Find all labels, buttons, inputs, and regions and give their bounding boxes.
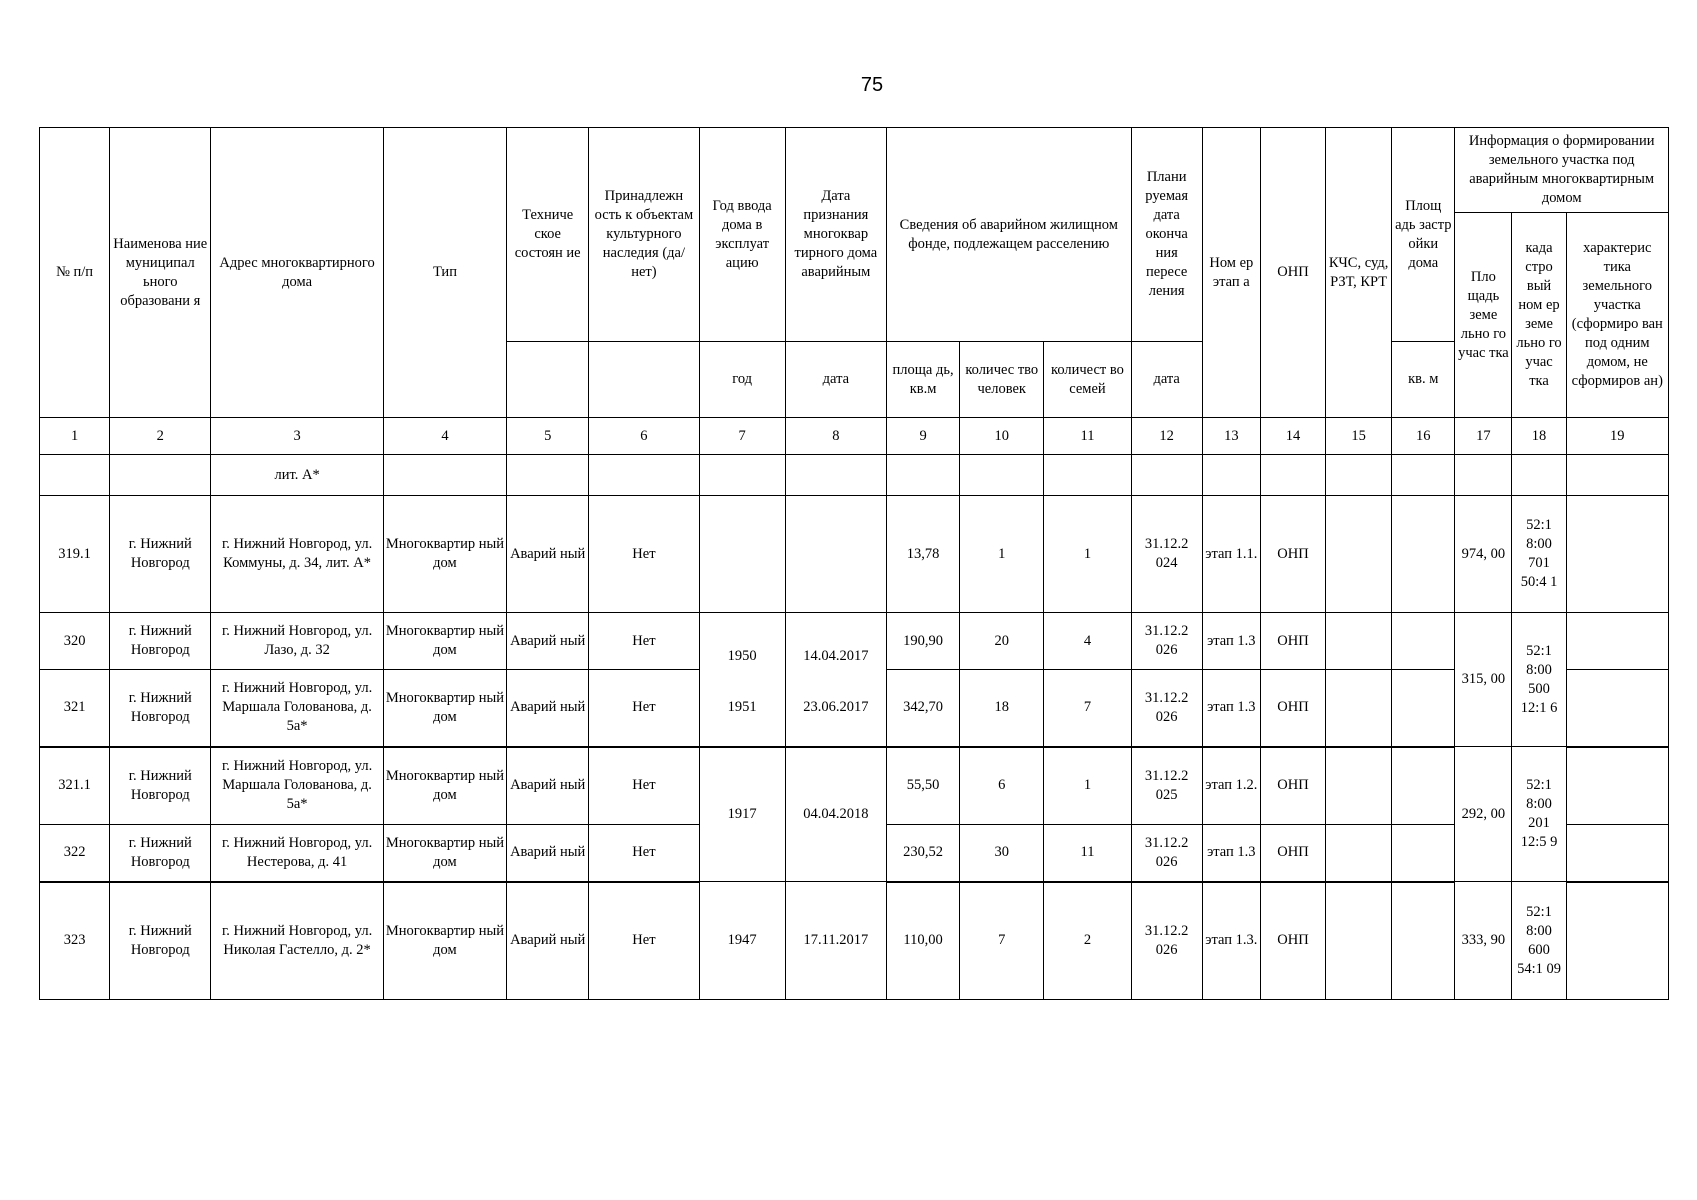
cell-onp: ОНП: [1260, 496, 1325, 613]
cell-area: 342,70: [886, 670, 959, 747]
subheader-year: год: [699, 342, 785, 418]
table-row-319-1: [40, 496, 1669, 613]
cell-families: 1: [1044, 747, 1131, 825]
cell-kchs: [1326, 825, 1392, 882]
cell-date-end: 31.12.2 024: [1131, 496, 1202, 613]
subheader-date-end: дата: [1131, 342, 1202, 418]
cell-state: Аварий ный: [507, 670, 589, 747]
cell-recognition-date: 17.11.2017: [785, 882, 886, 1000]
cell-cadastral: 52:1 8:00 201 12:5 9: [1512, 747, 1566, 882]
cell-onp: ОНП: [1260, 613, 1325, 670]
table-row-continuation: [40, 455, 1669, 496]
cell-municipality: г. Нижний Новгород: [110, 825, 211, 882]
subheader-build-area-unit: кв. м: [1392, 342, 1455, 418]
cell-heritage: Нет: [589, 670, 699, 747]
cell-state: Аварий ный: [507, 496, 589, 613]
cell-heritage: Нет: [589, 747, 699, 825]
cell-date-end: 31.12.2 025: [1131, 747, 1202, 825]
column-number: 3: [211, 418, 383, 455]
cell-build-area: [1392, 670, 1455, 747]
cell-families: 2: [1044, 882, 1131, 1000]
cell-type: Многоквартир ный дом: [383, 825, 506, 882]
cell-cadastral: 52:1 8:00 701 50:4 1: [1512, 496, 1566, 613]
cell-type: Многоквартир ный дом: [383, 747, 506, 825]
header-address: Адрес многоквартирного дома: [211, 128, 383, 418]
cell-type: Многоквартир ный дом: [383, 670, 506, 747]
cell-cadastral: 52:1 8:00 500 12:1 6: [1512, 613, 1566, 747]
cell-year: [699, 496, 785, 613]
page-number: 75: [860, 74, 884, 96]
cell-area: 110,00: [886, 882, 959, 1000]
cell-area: 13,78: [886, 496, 959, 613]
cell-onp: ОНП: [1260, 747, 1325, 825]
cell-kchs: [1326, 747, 1392, 825]
column-number: 17: [1455, 418, 1512, 455]
cell-recognition-date: 23.06.2017: [785, 670, 886, 747]
cell-people: 6: [960, 747, 1044, 825]
column-number: 2: [110, 418, 211, 455]
cell-municipality: г. Нижний Новгород: [110, 613, 211, 670]
cell-people: 30: [960, 825, 1044, 882]
header-recognition-date: Дата признания многоквар тирного дома аварийным: [785, 128, 886, 342]
cell-build-area: [1392, 882, 1455, 1000]
cell-recognition-date: 04.04.2018: [785, 747, 886, 882]
cell-year: 1917: [699, 747, 785, 882]
cell-onp: ОНП: [1260, 825, 1325, 882]
cell-build-area: [1392, 747, 1455, 825]
table-row-321-1: [40, 747, 1669, 825]
cell-year: 1951: [699, 670, 785, 747]
cell-municipality: г. Нижний Новгород: [110, 496, 211, 613]
cell-families: 4: [1044, 613, 1131, 670]
emergency-housing-table: [39, 127, 1669, 1000]
subheader-people: количес тво человек: [960, 342, 1044, 418]
cell-people: 1: [960, 496, 1044, 613]
cell-address: г. Нижний Новгород, ул. Николая Гастелло, д. 2*: [211, 882, 383, 1000]
header-empty: [589, 342, 699, 418]
cell-municipality: г. Нижний Новгород: [110, 670, 211, 747]
header-onp: ОНП: [1260, 128, 1325, 418]
cell-heritage: Нет: [589, 882, 699, 1000]
cell-area: 190,90: [886, 613, 959, 670]
cell-type: Многоквартир ный дом: [383, 882, 506, 1000]
column-number: 18: [1512, 418, 1566, 455]
cell-plot-area: 974, 00: [1455, 496, 1512, 613]
column-number: 5: [507, 418, 589, 455]
cell-plot-characteristic: [1566, 882, 1668, 1000]
cell-municipality: г. Нижний Новгород: [110, 747, 211, 825]
column-number: 8: [785, 418, 886, 455]
header-plot-characteristic: характерис тика земельного участка (сформиро ван под одним домом, не сформиров ан): [1566, 213, 1668, 418]
cell-heritage: Нет: [589, 496, 699, 613]
column-number: 6: [589, 418, 699, 455]
cell-people: 18: [960, 670, 1044, 747]
cell-address: лит. А*: [211, 455, 383, 496]
cell-stage: этап 1.2.: [1202, 747, 1260, 825]
header-municipality: Наименова ние муниципал ьного образовани я: [110, 128, 211, 418]
cell-onp: ОНП: [1260, 670, 1325, 747]
cell-cadastral: 52:1 8:00 600 54:1 09: [1512, 882, 1566, 1000]
cell-num: 321: [40, 670, 110, 747]
cell-num: 319.1: [40, 496, 110, 613]
column-number: 19: [1566, 418, 1668, 455]
cell-stage: этап 1.3: [1202, 825, 1260, 882]
cell-recognition-date: 14.04.2017: [785, 613, 886, 670]
cell-onp: ОНП: [1260, 882, 1325, 1000]
column-number: 12: [1131, 418, 1202, 455]
header-land-info: Информация о формировании земельного участка под аварийным многоквартирным домом: [1455, 128, 1669, 213]
cell-stage: этап 1.3: [1202, 613, 1260, 670]
table-row-321: [40, 670, 1669, 747]
cell-date-end: 31.12.2 026: [1131, 670, 1202, 747]
cell-stage: этап 1.3: [1202, 670, 1260, 747]
cell-kchs: [1326, 882, 1392, 1000]
cell-address: г. Нижний Новгород, ул. Лазо, д. 32: [211, 613, 383, 670]
cell-date-end: 31.12.2 026: [1131, 882, 1202, 1000]
cell-families: 1: [1044, 496, 1131, 613]
header-type: Тип: [383, 128, 506, 418]
cell-stage: этап 1.1.: [1202, 496, 1260, 613]
header-heritage: Принадлежн ость к объектам культурного наследия (да/нет): [589, 128, 699, 342]
cell-num: 323: [40, 882, 110, 1000]
cell-num: 322: [40, 825, 110, 882]
cell-plot-characteristic: [1566, 670, 1668, 747]
header-kchs: КЧС, суд, РЗТ, КРТ: [1326, 128, 1392, 418]
column-number: 11: [1044, 418, 1131, 455]
table-row-323: [40, 882, 1669, 1000]
column-number: 9: [886, 418, 959, 455]
cell-address: г. Нижний Новгород, ул. Нестерова, д. 41: [211, 825, 383, 882]
cell-build-area: [1392, 613, 1455, 670]
cell-address: г. Нижний Новгород, ул. Маршала Голованова, д. 5а*: [211, 670, 383, 747]
cell-year: 1947: [699, 882, 785, 1000]
header-plot-area: Пло щадь земе льно го учас тка: [1455, 213, 1512, 418]
column-number: 10: [960, 418, 1044, 455]
cell-plot-characteristic: [1566, 496, 1668, 613]
cell-type: Многоквартир ный дом: [383, 613, 506, 670]
header-num: № п/п: [40, 128, 110, 418]
subheader-families: количест во семей: [1044, 342, 1131, 418]
cell-kchs: [1326, 670, 1392, 747]
column-number: 14: [1260, 418, 1325, 455]
subheader-area: площа дь, кв.м: [886, 342, 959, 418]
cell-area: 230,52: [886, 825, 959, 882]
cell-state: Аварий ный: [507, 747, 589, 825]
cell-families: 7: [1044, 670, 1131, 747]
header-empty: [507, 342, 589, 418]
cell-state: Аварий ный: [507, 825, 589, 882]
cell-plot-area: 315, 00: [1455, 613, 1512, 747]
header-year-built: Год ввода дома в эксплуат ацию: [699, 128, 785, 342]
column-number: 16: [1392, 418, 1455, 455]
cell-people: 7: [960, 882, 1044, 1000]
header-stage: Ном ер этап а: [1202, 128, 1260, 418]
cell-plot-area: 333, 90: [1455, 882, 1512, 1000]
subheader-date: дата: [785, 342, 886, 418]
cell-people: 20: [960, 613, 1044, 670]
cell-date-end: 31.12.2 026: [1131, 613, 1202, 670]
cell-municipality: г. Нижний Новгород: [110, 882, 211, 1000]
cell-type: Многоквартир ный дом: [383, 496, 506, 613]
column-number: 1: [40, 418, 110, 455]
cell-build-area: [1392, 496, 1455, 613]
header-cadastral: када стро вый ном ер земе льно го учас тка: [1512, 213, 1566, 418]
column-number: 7: [699, 418, 785, 455]
cell-state: Аварий ный: [507, 613, 589, 670]
cell-kchs: [1326, 496, 1392, 613]
cell-heritage: Нет: [589, 613, 699, 670]
header-build-area: Площ адь застр ойки дома: [1392, 128, 1455, 342]
header-planned-date: Плани руемая дата оконча ния пересе ления: [1131, 128, 1202, 342]
cell-plot-area: 292, 00: [1455, 747, 1512, 882]
cell-plot-characteristic: [1566, 825, 1668, 882]
cell-area: 55,50: [886, 747, 959, 825]
cell-num: 320: [40, 613, 110, 670]
cell-address: г. Нижний Новгород, ул. Маршала Голованова, д. 5а*: [211, 747, 383, 825]
cell-plot-characteristic: [1566, 613, 1668, 670]
header-technical-state: Техниче ское состоян ие: [507, 128, 589, 342]
column-number: 13: [1202, 418, 1260, 455]
column-number: 15: [1326, 418, 1392, 455]
table-row-320: [40, 613, 1669, 670]
cell-num: 321.1: [40, 747, 110, 825]
cell-plot-characteristic: [1566, 747, 1668, 825]
cell-state: Аварий ный: [507, 882, 589, 1000]
cell-families: 11: [1044, 825, 1131, 882]
cell-heritage: Нет: [589, 825, 699, 882]
column-number: 4: [383, 418, 506, 455]
cell-date-end: 31.12.2 026: [1131, 825, 1202, 882]
cell-kchs: [1326, 613, 1392, 670]
cell-build-area: [1392, 825, 1455, 882]
cell-address: г. Нижний Новгород, ул. Коммуны, д. 34, лит. А*: [211, 496, 383, 613]
cell-stage: этап 1.3.: [1202, 882, 1260, 1000]
cell-year: 1950: [699, 613, 785, 670]
cell-recognition-date: [785, 496, 886, 613]
header-housing-info: Сведения об аварийном жилищном фонде, подлежащем расселению: [886, 128, 1131, 342]
